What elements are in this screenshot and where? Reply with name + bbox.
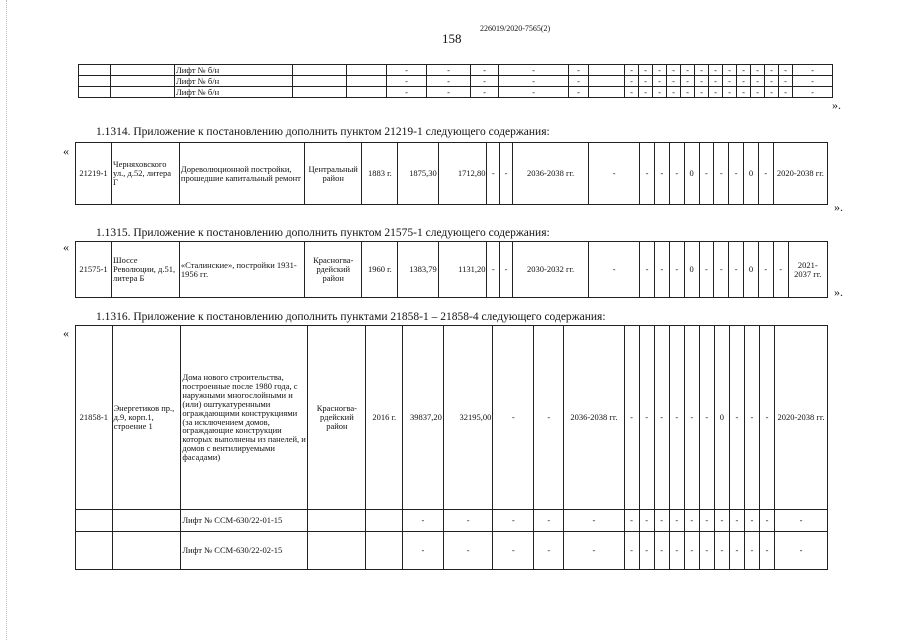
- section-heading-1316: 1.1316. Приложение к постановлению дополнить пунктами 21858-1 – 21858-4 следующего содержания:: [96, 311, 606, 323]
- table-row: Лифт № б/н - - - - - - - - - - - - - - - - - -: [79, 76, 833, 87]
- end-period: 2020-2038 гг.: [775, 326, 828, 510]
- section-heading-1314: 1.1314. Приложение к постановлению дополнить пунктом 21219-1 следующего содержания:: [96, 126, 550, 138]
- table-row: 21858-1 Энергетиков пр., д.9, корп.1, строение 1 Дома нового строительства, построенные после 1980 года, с наружными многослойными и (или) оштукатуренными ограждающими конструкциями (за исключением домов, ограждающие конструкции которых выполнены из панелей, и домов с вентилируемыми фасадами) Красногва-рдейский район 2016 г. 39837,20 32195,00 - - 2036-2038 гг. - - - - - - 0 - - - 2020-2038 гг.: [76, 326, 828, 510]
- table-row: Лифт № б/н - - - - - - - - - - - - - - - - - -: [79, 87, 833, 98]
- lift-name: Лифт № б/н: [175, 76, 293, 87]
- table-row: 21575-1 Шоссе Революции, д.51, литера Б «Сталинские», постройки 1931-1956 гг. Красногва-рдейский район 1960 г. 1383,79 1131,20 - - 2030-2032 гг. - - - - 0 - - - 0 - - 2021-2037 гг.: [76, 242, 828, 298]
- table-row: Лифт № б/н - - - - - - - - - - - - - - - - - -: [79, 65, 833, 76]
- area-total: 39837,20: [403, 326, 444, 510]
- open-quote: «: [63, 144, 69, 158]
- area-total: 1875,30: [398, 143, 438, 205]
- end-period: 2021-2037 гг.: [788, 242, 827, 298]
- district: Центральный район: [305, 143, 362, 205]
- district: Красногва-рдейский район: [308, 326, 366, 510]
- table-row: Лифт № ССМ-630/22-01-15 - - - - - - - - - - - - - - - -: [76, 510, 828, 532]
- description: Дореволюционной постройки, прошедшие капитальный ремонт: [179, 143, 304, 205]
- row-number: 21219-1: [76, 143, 112, 205]
- row-number: 21575-1: [76, 242, 112, 298]
- document-number: 226019/2020-7565(2): [480, 24, 551, 33]
- repair-period: 2036-2038 гг.: [512, 143, 588, 205]
- top-lift-table: [78, 64, 833, 98]
- repair-period: 2030-2032 гг.: [512, 242, 588, 298]
- table-21575-1: [75, 241, 828, 298]
- section-heading-1315: 1.1315. Приложение к постановлению дополнить пунктом 21575-1 следующего содержания:: [96, 227, 550, 239]
- open-quote: «: [63, 240, 69, 254]
- end-period: 2020-2038 гг.: [773, 143, 827, 205]
- close-quote: ».: [834, 285, 843, 299]
- open-quote: «: [63, 326, 69, 340]
- year: 1960 г.: [362, 242, 398, 298]
- description: Дома нового строительства, построенные после 1980 года, с наружными многослойными и (или) оштукатуренными ограждающими конструкциями (за исключением домов, ограждающие конструкции которых выполнены из панелей, и домов с вентилируемыми фасадами): [181, 326, 308, 510]
- scan-left-edge: [0, 0, 7, 640]
- lift-name: Лифт № б/н: [175, 65, 293, 76]
- area-total: 1383,79: [398, 242, 438, 298]
- year: 2016 г.: [366, 326, 403, 510]
- district: Красногва-рдейский район: [305, 242, 362, 298]
- row-number: 21858-1: [76, 326, 113, 510]
- table-row: Лифт № ССМ-630/22-02-15 - - - - - - - - - - - - - - - -: [76, 532, 828, 570]
- table-row: 21219-1 Черняховского ул., д.52, литера Г Дореволюционной постройки, прошедшие капитальный ремонт Центральный район 1883 г. 1875,30 1712,80 - - 2036-2038 гг. - - - - 0 - - - 0 - 2020-2038 гг.: [76, 143, 828, 205]
- area-living: 1712,80: [438, 143, 487, 205]
- repair-period: 2036-2038 гг.: [564, 326, 624, 510]
- description: «Сталинские», постройки 1931-1956 гг.: [179, 242, 304, 298]
- lift-name: Лифт № б/н: [175, 87, 293, 98]
- year: 1883 г.: [362, 143, 398, 205]
- close-quote: ».: [832, 98, 841, 112]
- lift-name: Лифт № ССМ-630/22-01-15: [181, 510, 308, 532]
- address: Черняховского ул., д.52, литера Г: [112, 143, 180, 205]
- lift-name: Лифт № ССМ-630/22-02-15: [181, 532, 308, 570]
- area-living: 32195,00: [443, 326, 492, 510]
- area-living: 1131,20: [438, 242, 487, 298]
- address: Энергетиков пр., д.9, корп.1, строение 1: [112, 326, 181, 510]
- table-21858-1: [75, 325, 828, 570]
- table-21219-1: [75, 142, 828, 205]
- page-number: 158: [442, 31, 462, 46]
- close-quote: ».: [834, 200, 843, 214]
- address: Шоссе Революции, д.51, литера Б: [112, 242, 180, 298]
